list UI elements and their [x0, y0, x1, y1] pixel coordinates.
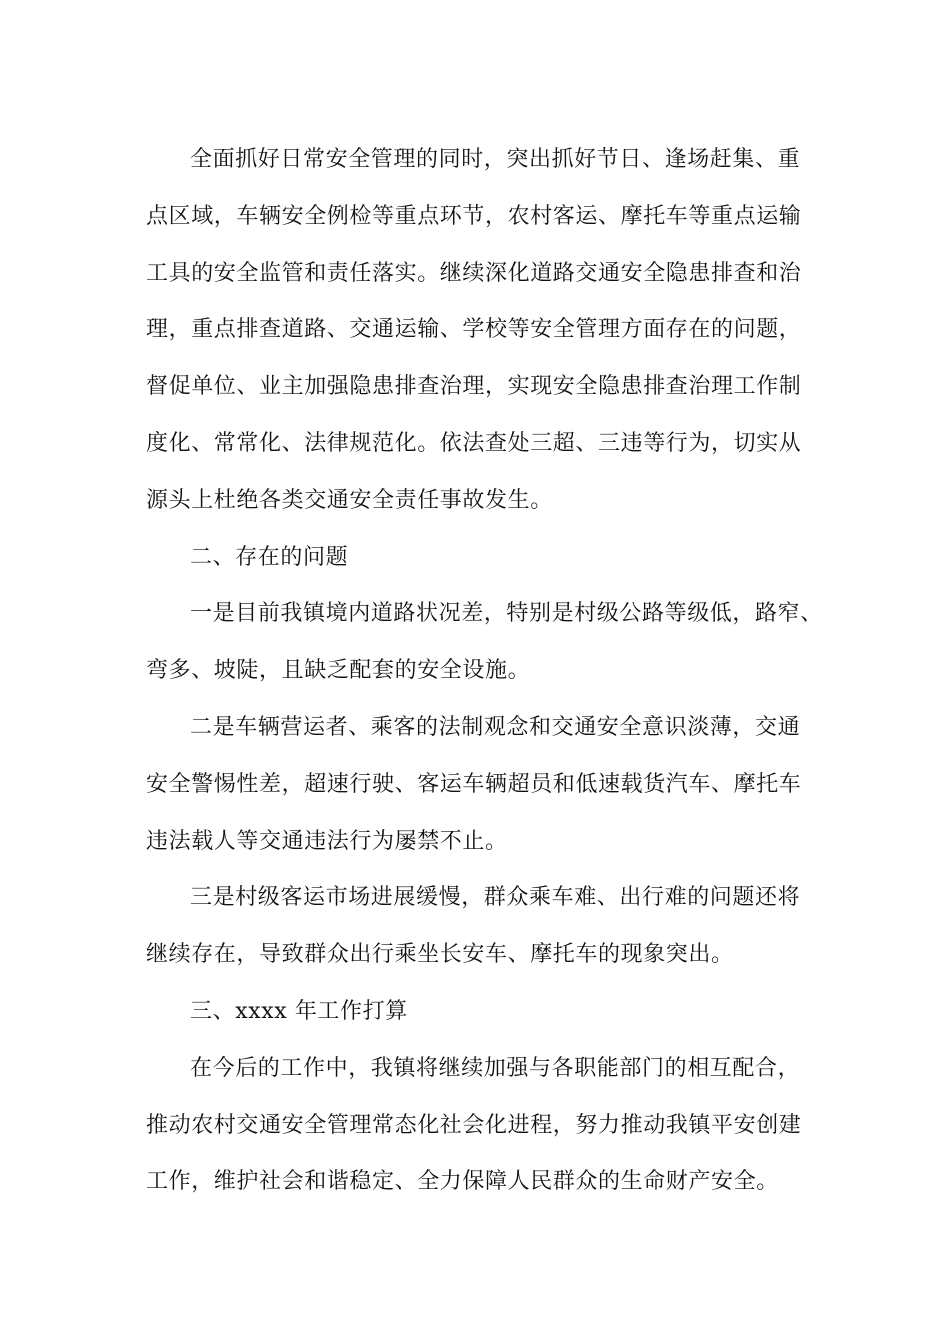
- section-heading-problems: [146, 530, 826, 587]
- text-line: 度化、常常化、法律规范化。依法查处三超、三违等行为，切实从: [146, 430, 802, 456]
- text-line: 工作，维护社会和谐稳定、全力保障人民群众的生命财产安全。: [146, 1169, 779, 1195]
- paragraph-problem-one: [146, 586, 826, 700]
- text-line: 继续存在，导致群众出行乘坐长安车、摩托车的现象突出。: [146, 942, 734, 968]
- document-body: [146, 132, 826, 1211]
- section-heading: 三、xxxx 年工作打算: [190, 998, 408, 1024]
- text-line: 源头上杜绝各类交通安全责任事故发生。: [146, 487, 553, 513]
- text-line: 推动农村交通安全管理常态化社会化进程，努力推动我镇平安创建: [146, 1112, 802, 1138]
- text-line: 三是村级客运市场进展缓慢，群众乘车难、出行难的问题还将: [190, 885, 801, 911]
- paragraph-problem-three: [146, 870, 826, 984]
- text-line: 一是目前我镇境内道路状况差，特别是村级公路等级低，路窄、: [190, 601, 823, 627]
- paragraph-problem-two: [146, 700, 826, 870]
- text-line: 全面抓好日常安全管理的同时，突出抓好节日、逢场赶集、重: [190, 147, 801, 172]
- text-line: 工具的安全监管和责任落实。继续深化道路交通安全隐患排查和治: [146, 260, 802, 286]
- text-line: 理，重点排查道路、交通运输、学校等安全管理方面存在的问题，: [146, 317, 802, 343]
- text-line: 点区域，车辆安全例检等重点环节，农村客运、摩托车等重点运输: [146, 203, 802, 229]
- text-line: 违法载人等交通违法行为屡禁不止。: [146, 828, 508, 854]
- text-line: 安全警惕性差，超速行驶、客运车辆超员和低速载货汽车、摩托车: [146, 771, 802, 797]
- text-line: 督促单位、业主加强隐患排查治理，实现安全隐患排查治理工作制: [146, 374, 802, 400]
- paragraph-work-plan: [146, 1041, 826, 1211]
- text-line: 二是车辆营运者、乘客的法制观念和交通安全意识淡薄，交通: [190, 714, 801, 740]
- text-line: 弯多、坡陡，且缺乏配套的安全设施。: [146, 658, 531, 684]
- section-heading: 二、存在的问题: [190, 544, 349, 570]
- paragraph-safety-management: [146, 132, 826, 530]
- section-heading-work-plan: [146, 984, 826, 1041]
- text-line: 在今后的工作中，我镇将继续加强与各职能部门的相互配合，: [190, 1055, 801, 1081]
